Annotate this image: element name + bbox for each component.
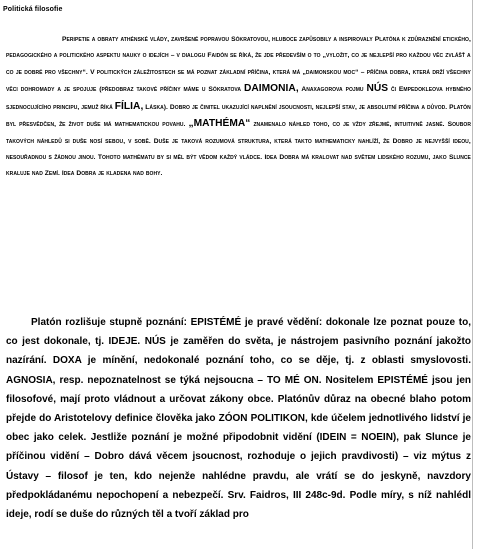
running-head: Politická filosofie (3, 6, 63, 13)
page-right-edge (472, 0, 473, 549)
paragraph-intro[interactable]: Peripetie a obraty athénské vlády, završené popravou Sókratovou, hluboce zapůsobily a inspirovaly Platóna k zdůraznění etického, pedagogického a politického aspektu nauky o idejích – v dialogu Faidón se říká, že jde především o to „vyložit, co je nejlepší pro každou věc zvlášť a co je dobré pro všechny“. V politických záležitostech se má poznat základní příčina, která má „daimonskou moc“ – příčina dobra, která drží všechny věci dohromady a je spojuje (předobraz takové příčiny máme u Sókratova DAIMONIA, Anaxagorova pojmu NÚS či Empedokleova hybného sjednocujícího principu, jemuž říká FÍLIA, Láska). Dobro je činitel ukazující naplnění jsoucnosti, nejlepší stav, je absolutní příčina a důvod. Platón byl přesvědčen, že život duše má mathematickou povahu. „MATHÉMA“ znamenalo náhled toho, co je vždy zřejmé, intuitivně jasné. Soubor takových náhledů si duše nosí sebou, v sobě. Duše je taková rozumová struktura, která takto mathematicky nahlíží, že Dobro je nejvyšší ideou, nesouřadnou s žádnou jinou. Tohoto mathématu by si měl být vědom každý vládce. Idea Dobra má kralovat nad světem lidského rozumu, jako Slunce kraluje nad Zemí. Idea Dobra je kladena nad bohy. (6, 36, 471, 178)
paragraph-main[interactable]: Platón rozlišuje stupně poznání: EPISTÉMÉ je pravé vědění: dokonale lze poznat pouze to, co jest dokonale, tj. IDEJE. NÚS je zaměřen do světa, je nástrojem pasivního poznání jakožto nazírání. DOXA je mínění, nedokonalé poznání toho, co se děje, tj. z oblasti smyslovosti. AGNOSIA, resp. nepoznatelnost se týká nejsoucna – TO MÉ ON. Nositelem EPISTÉMÉ jsou jen filosofové, mají proto vládnout a určovat zákony obce. Platónův důraz na obecné blaho potom přejde do Aristotelovy definice člověka jako ZÓON POLITIKON, kde účelem jednotlivého lidství je obec jako celek. Jestliže poznání je možné připodobnit vidění (IDEIN = NOEIN), pak Slunce je příčinou vidění – Dobro dává věcem jsoucnost, rozhoduje o jejich pravdivosti) – viz mýtus z Ústavy – filosof je ten, kdo nejenže nahlédne pravdu, ale vrátí se do jeskyně, navzdory předpokládanému nepochopení a nebezpečí. Srv. Faidros, III 248c-9d. Podle míry, s níž nahlédl ideje, rodí se duše do různých těl a tvoří základ pro (6, 317, 471, 521)
